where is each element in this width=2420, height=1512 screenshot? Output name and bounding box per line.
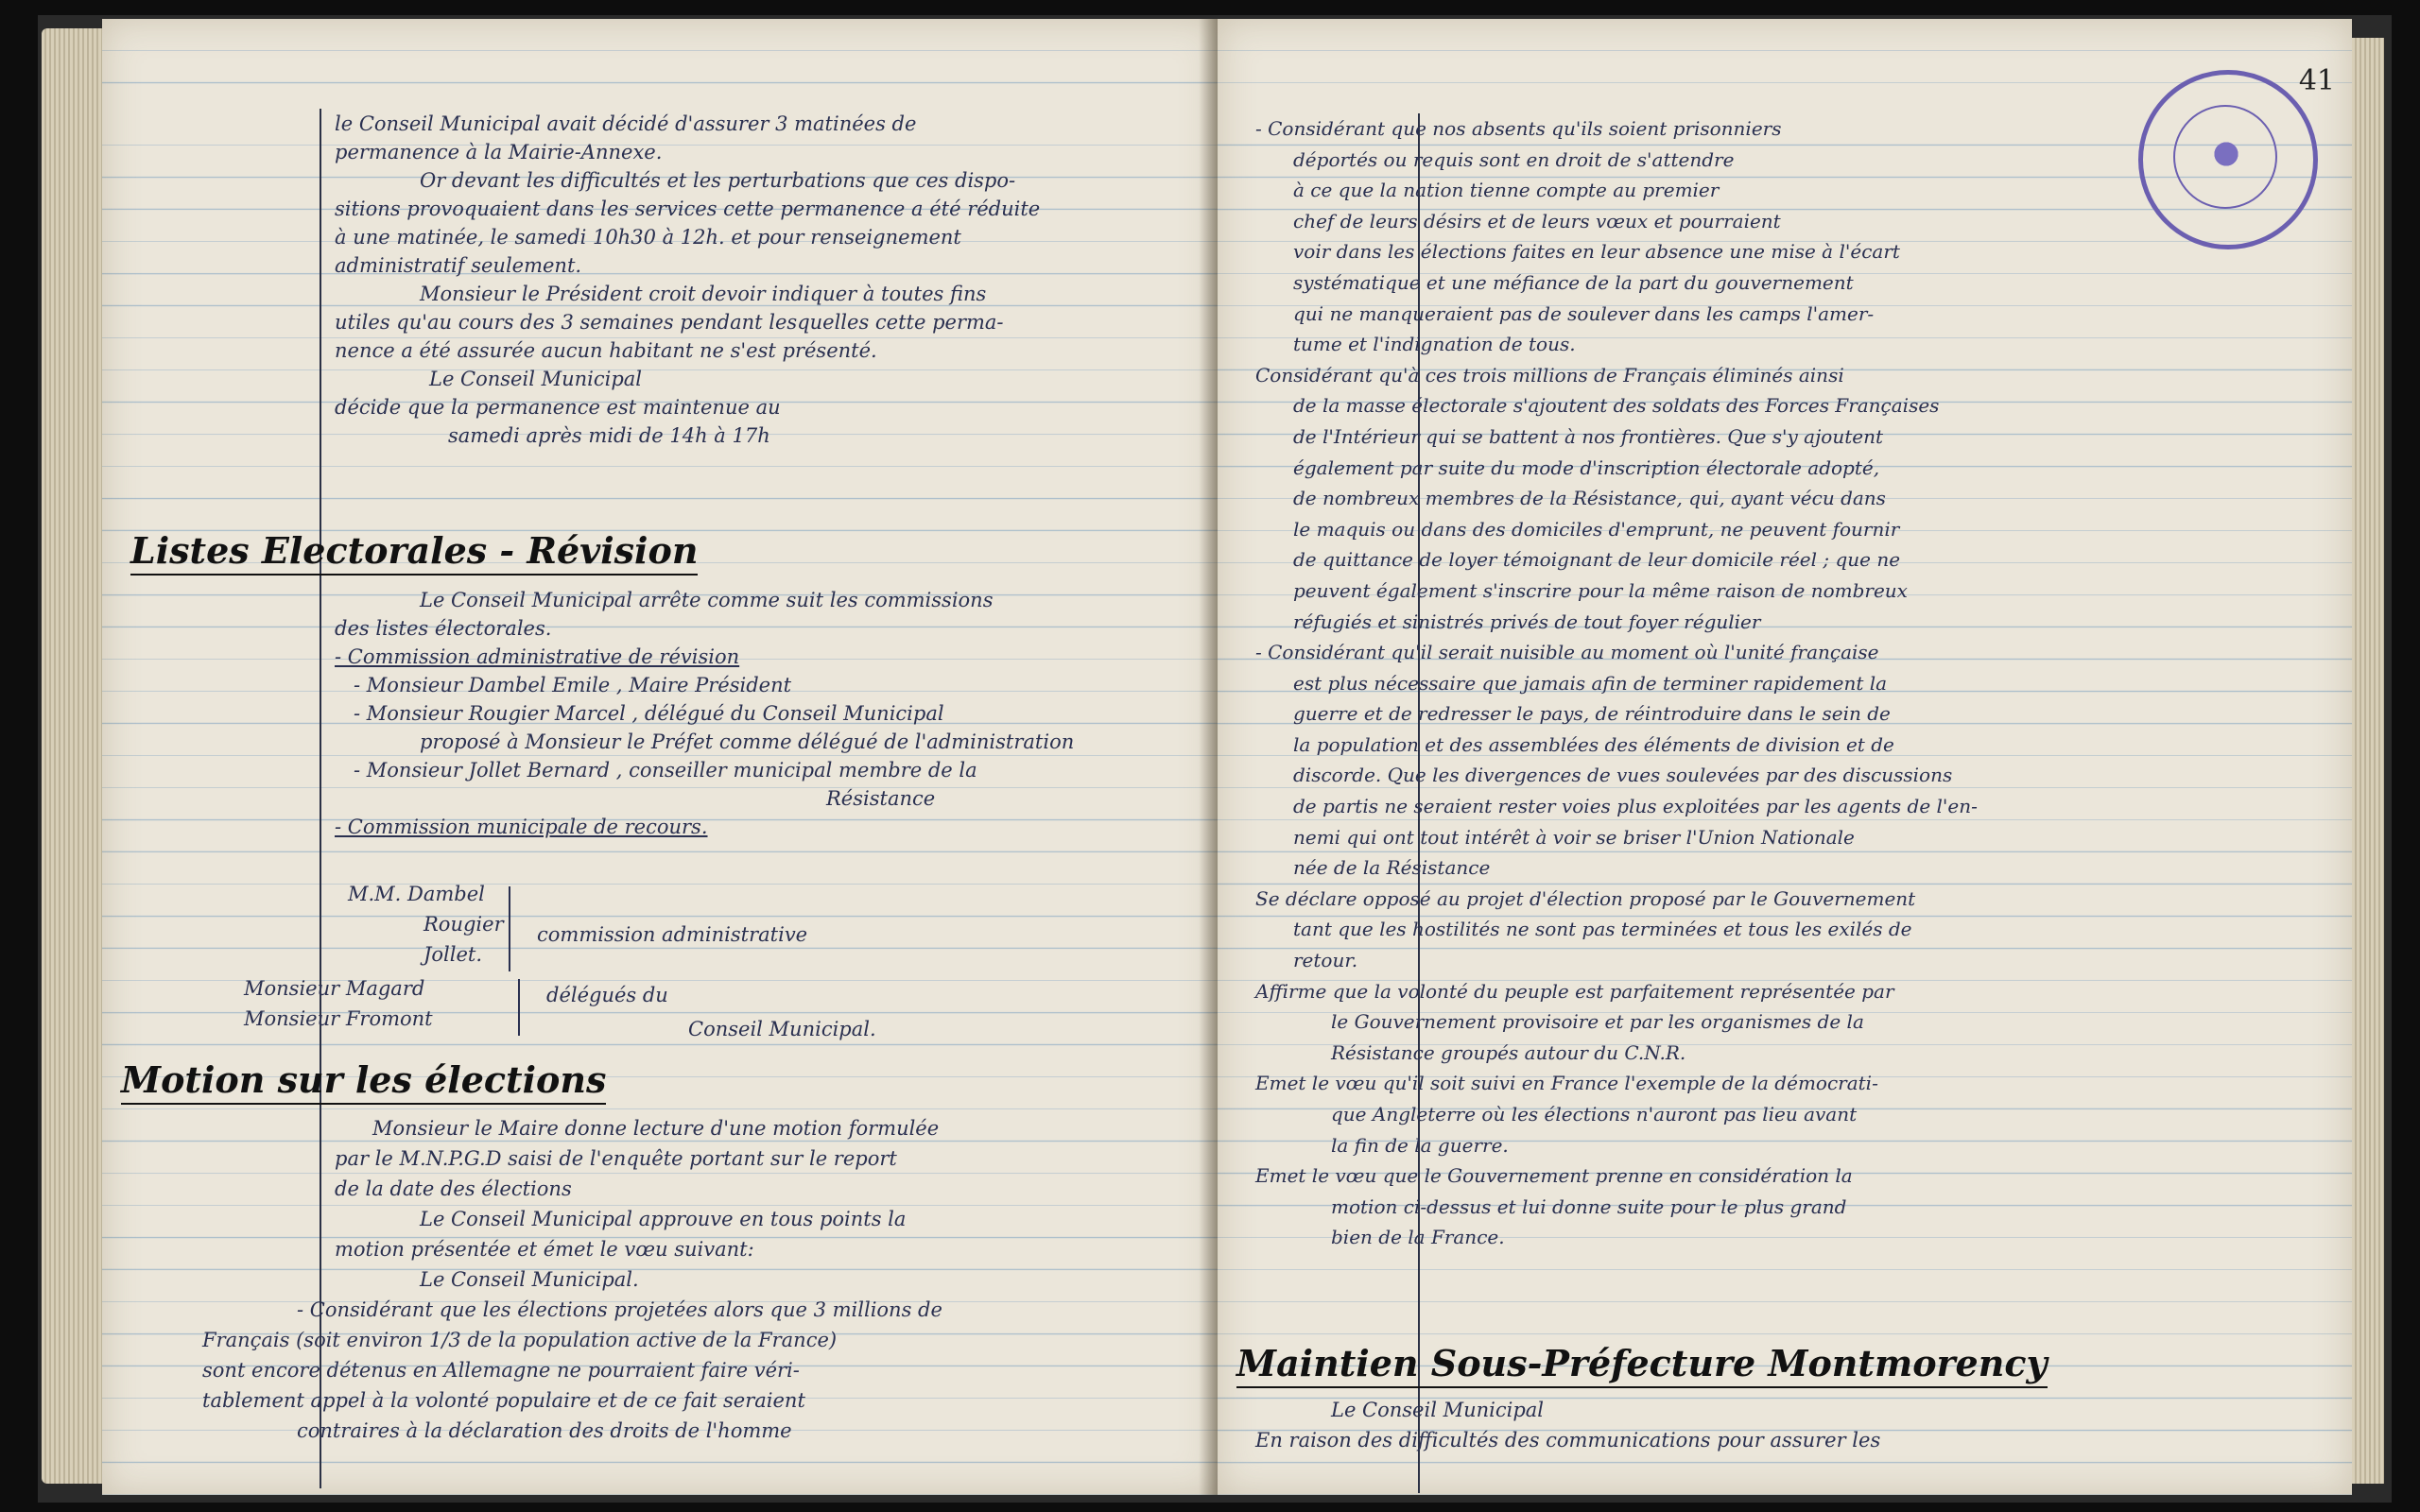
heading-maintien-sous-prefecture: Maintien Sous-Préfecture Montmorency bbox=[1236, 1342, 2048, 1388]
page-edges-right bbox=[2350, 38, 2384, 1484]
left-para-1: le Conseil Municipal avait décidé d'assurer 3 matinées de permanence à la Mairie-Annexe. Or devant les difficultés et les perturbations que ces dispo- sitions provoquaient dans les services cette permanence a été réduite à une matinée, le samedi 10h30 à 12h. et pour renseignement administratif seulement. Monsieur le Président croit devoir indiquer à toutes fins utiles qu'au cours des 3 semaines pendant lesquelles cette perma- nence a été assurée aucun habitant ne s'est présenté. Le Conseil Municipal décide que la permanence est maintenue au samedi après midi de 14h à 17h bbox=[335, 112, 1041, 447]
page-number: 41 bbox=[2298, 64, 2335, 97]
commission-names: M.M. Dambel Rougier Jollet. bbox=[348, 883, 504, 966]
commission-label: commission administrative bbox=[537, 923, 808, 946]
left-margin-rule bbox=[320, 109, 321, 1488]
heading-motion-elections: Motion sur les élections bbox=[121, 1058, 606, 1105]
right-para-1: - Considérant que nos absents qu'ils soient prisonniers déportés ou requis sont en droit de s'attendre à ce que la nation tienne compte au premier chef de leurs désirs et de leurs vœux et pourraient voir dans les élections faites en leur absence une mise à l'écart systématique et une méfiance de la part du gouvernement qui ne manqueraient pas de soulever dans les camps l'amer- tume et l'indignation de tous. Considérant qu'à ces trois millions de Français éliminés ainsi de la masse électorale s'ajoutent des soldats des Forces Françaises de l'Intérieur qui se battent à nos frontières. Que s'y ajoutent également par suite du mode d'inscription électorale adopté, de nombreux membres de la Résistance, qui, ayant vécu dans le maquis ou dans des domiciles d'emprunt, ne peuvent fournir de quittance de loyer témoignant de leur domicile réel ; que ne peuvent également s'inscrire pour la même raison de nombreux réfugiés et sinistrés privés de tout foyer régulier - Considérant qu'il serait nuisible au moment où l'unité française est plus nécessaire que jamais afin de terminer rapidement la guerre et de redresser le pays, de réintroduire dans le sein de la population et des assemblées des éléments de division et de discorde. Que les divergences de vues soulevées par des discussions de partis ne seraient rester voies plus exploitées par les agents de l'en- nemi qui ont tout intérêt à voir se briser l'Union Nationale née de la Résistance Se déclare opposé au projet d'élection proposé par le Gouvernement tant que les hostilités ne sont pas terminées et tous les exilés de retour. Affirme que la volonté du peuple est parfaitement représentée par le Gouvernement provisoire et par les organismes de la Résistance groupés autour du C.N.R. Emet le vœu qu'il soit suivi en France l'exemple de la démocrati- que Angleterre où les élections n'auront pas lieu avant la fin de la guerre. Emet le vœu que le Gouvernement prenne en considération la motion ci-dessus et lui donne suite pour le plus grand bien de la France. bbox=[1255, 117, 1978, 1249]
delegate-label: délégués du bbox=[546, 984, 668, 1006]
prefecture-stamp bbox=[2138, 70, 2318, 249]
left-para-3: Monsieur le Maire donne lecture d'une motion formulée par le M.N.P.G.D saisi de l'enquête portant sur le report de la date des élections Le Conseil Municipal approuve en tous points la motion présentée et émet le vœu suivant: Le Conseil Municipal. bbox=[335, 1117, 940, 1291]
brace-commission bbox=[509, 886, 518, 971]
page-edges-left bbox=[42, 28, 108, 1484]
right-page bbox=[1218, 19, 2352, 1495]
left-para-3-cont: - Considérant que les élections projetées alors que 3 millions de Français (soit environ 1/3 de la population active de la France) sont encore détenus en Allemagne ne pourraient faire véri- tablement appel à la volonté populaire et de ce fait seraient contraires à la déclaration des droits de l'homme bbox=[202, 1298, 942, 1442]
left-page bbox=[102, 19, 1218, 1495]
brace-delegates bbox=[518, 979, 527, 1036]
right-para-2: Le Conseil Municipal En raison des difficultés des communications pour assurer les bbox=[1255, 1399, 1881, 1452]
delegate-label-2: Conseil Municipal. bbox=[688, 1018, 876, 1040]
delegate-names: Monsieur Magard Monsieur Fromont bbox=[244, 977, 433, 1030]
heading-listes-electorales: Listes Electorales - Révision bbox=[130, 529, 698, 576]
left-para-2: Le Conseil Municipal arrête comme suit les commissions des listes électorales. - Commission administrative de révision - Monsieur Dambel Emile , Maire Président - Monsieur Rougier Marcel , délégué du Conseil Municipal proposé à Monsieur le Préfet comme délégué de l'administration - Monsieur Jollet Bernard , conseiller municipal membre de la Résistance - Commission municipale de recours. bbox=[335, 589, 1075, 838]
stamp-emblem-icon bbox=[2205, 133, 2247, 175]
stamp-inner-ring bbox=[2173, 105, 2277, 209]
